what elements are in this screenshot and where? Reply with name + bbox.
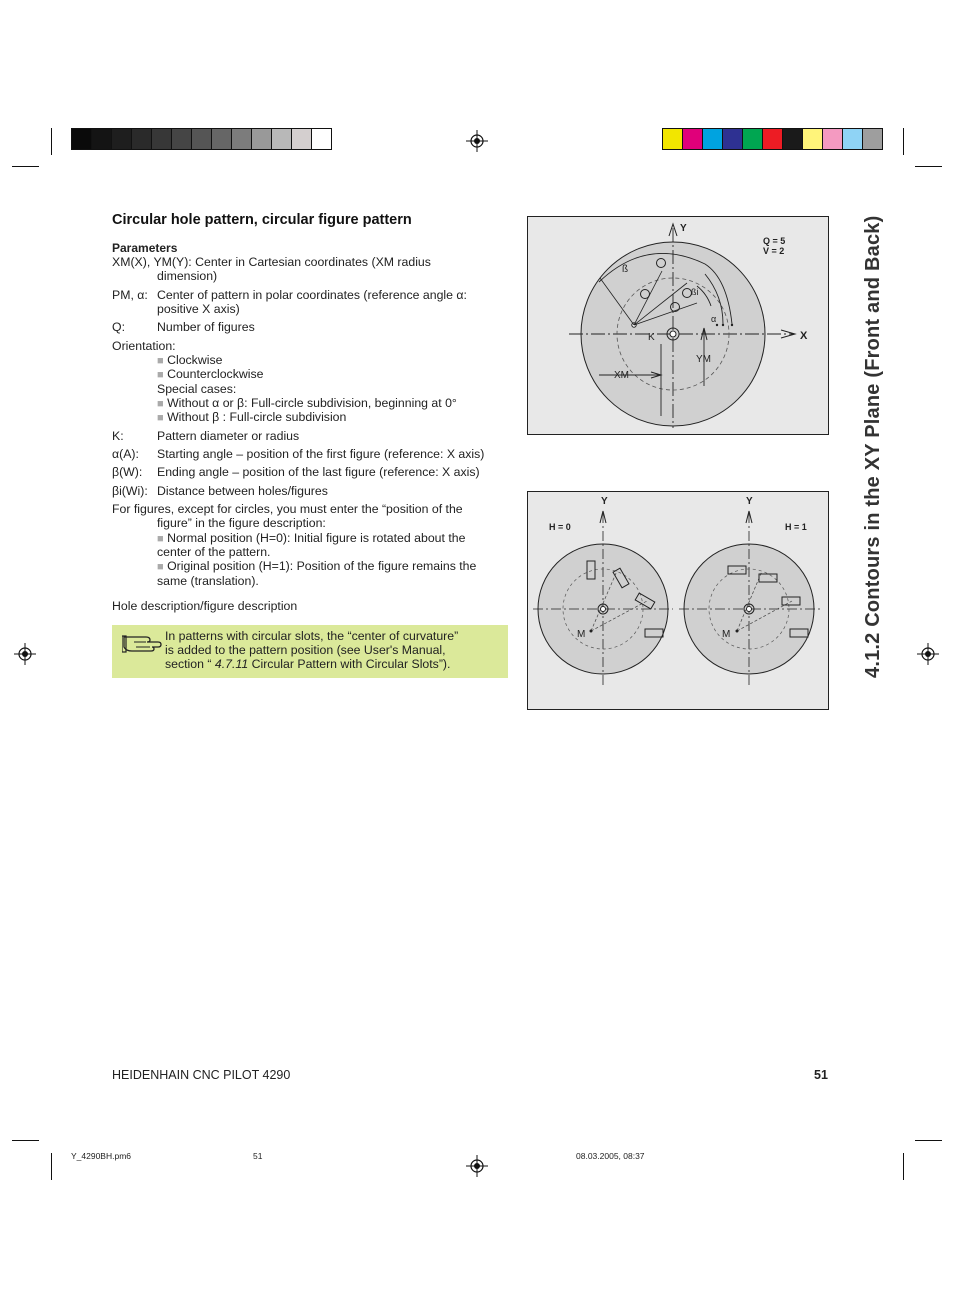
h0-label: H = 0 (549, 522, 571, 532)
y-axis-label: Y (746, 496, 753, 507)
footer-product: HEIDENHAIN CNC PILOT 4290 (112, 1068, 291, 1082)
param-label: Q: (112, 320, 125, 334)
orientation-counterclockwise (112, 367, 263, 382)
param-beta (112, 465, 480, 479)
color-swatch (683, 129, 703, 149)
param-pm (112, 288, 467, 302)
figures-line-1: For figures, except for circles, you must enter the “position of the (112, 502, 463, 516)
m-label: M (577, 629, 586, 640)
color-swatch (763, 129, 783, 149)
note-line: In patterns with circular slots, the “center of curvature” (165, 629, 459, 643)
special-without-alpha-beta (112, 396, 457, 411)
original-position-line-2: same (translation). (157, 574, 259, 588)
bullet-text: Without β : Full-circle subdivision (167, 410, 347, 424)
side-section-title: 4.1.2 Contours in the XY Plane (Front and Back) (862, 215, 884, 678)
note-line-pre: section “ (165, 657, 215, 671)
hole-description-line: Hole description/figure description (112, 599, 298, 613)
bullet-icon: ■ (157, 533, 164, 545)
page-number: 51 (814, 1068, 828, 1082)
bullet-text: Counterclockwise (167, 367, 264, 381)
color-calibration-bar (662, 128, 883, 150)
color-swatch (292, 129, 312, 149)
v-label: V = 2 (763, 246, 785, 256)
color-swatch (212, 129, 232, 149)
color-swatch (192, 129, 212, 149)
crop-mark (915, 1140, 942, 1141)
registration-mark-icon (917, 643, 939, 665)
crop-mark (915, 166, 942, 167)
param-xm-cont: dimension) (157, 269, 218, 283)
param-pm-cont: positive X axis) (157, 302, 240, 316)
figure-position-comparison (527, 491, 829, 710)
param-beta-i (112, 484, 328, 498)
color-swatch (272, 129, 292, 149)
color-swatch (312, 129, 331, 149)
note-box (112, 625, 508, 678)
color-swatch (172, 129, 192, 149)
param-label: XM(X), YM(Y): (112, 255, 192, 269)
slug-page: 51 (253, 1151, 263, 1161)
bullet-text: Clockwise (167, 353, 223, 367)
y-axis-label: Y (601, 496, 608, 507)
color-swatch (783, 129, 803, 149)
color-swatch (803, 129, 823, 149)
xm-label: XM (614, 370, 629, 381)
param-label: K: (112, 429, 124, 443)
param-label: βi(Wi): (112, 484, 148, 498)
figures-line-2: figure” in the figure description: (157, 516, 326, 530)
note-text (165, 629, 495, 671)
param-text: Center in Cartesian coordinates (XM radius (195, 255, 431, 269)
beta-i-label: ßi (691, 287, 699, 297)
param-text: Starting angle – position of the first figure (reference: X axis) (157, 447, 485, 461)
orientation-label: Orientation: (112, 339, 176, 353)
registration-mark-icon (14, 643, 36, 665)
gray-calibration-bar (71, 128, 332, 150)
crop-mark (903, 1153, 904, 1180)
special-without-beta (112, 410, 346, 425)
note-line-post: Circular Pattern with Circular Slots”). (248, 657, 451, 671)
x-axis-label: X (800, 330, 808, 342)
ym-label: YM (696, 354, 711, 365)
color-swatch (112, 129, 132, 149)
bullet-icon: ■ (157, 369, 164, 381)
color-swatch (703, 129, 723, 149)
color-swatch (743, 129, 763, 149)
param-text: Distance between holes/figures (157, 484, 328, 498)
k-label: K (648, 332, 655, 343)
original-position-line-1 (112, 559, 476, 574)
color-swatch (843, 129, 863, 149)
note-line (165, 657, 495, 671)
bullet-icon: ■ (157, 398, 164, 410)
color-swatch (863, 129, 882, 149)
param-text: Center of pattern in polar coordinates (reference angle α: (157, 288, 467, 302)
param-label: PM, α: (112, 288, 148, 302)
orientation-clockwise (112, 353, 222, 368)
param-alpha (112, 447, 484, 461)
note-section-ref: 4.7.11 (214, 657, 249, 671)
param-k (112, 429, 299, 443)
color-swatch (232, 129, 252, 149)
color-swatch (152, 129, 172, 149)
bullet-icon: ■ (157, 355, 164, 367)
note-line: is added to the pattern position (see User's Manual, (165, 643, 446, 657)
crop-mark (51, 128, 52, 155)
alpha-label: α (711, 314, 717, 324)
color-swatch (72, 129, 92, 149)
normal-position-line-2: center of the pattern. (157, 545, 271, 559)
registration-mark-icon (466, 1155, 488, 1177)
parameters-title: Parameters (112, 241, 178, 255)
circular-pattern-figure (527, 216, 829, 435)
special-cases-label: Special cases: (157, 382, 237, 396)
color-swatch (823, 129, 843, 149)
normal-position-line-1 (112, 531, 465, 546)
color-swatch (252, 129, 272, 149)
param-text: Pattern diameter or radius (157, 429, 300, 443)
param-xm (112, 255, 431, 269)
bullet-text: Original position (H=1): Position of the figure remains the (167, 559, 477, 573)
m-label: M (722, 629, 731, 640)
registration-mark-icon (466, 130, 488, 152)
crop-mark (12, 1140, 39, 1141)
param-label: β(W): (112, 465, 143, 479)
color-swatch (132, 129, 152, 149)
crop-mark (51, 1153, 52, 1180)
section-heading: Circular hole pattern, circular figure pattern (112, 212, 412, 228)
beta-label: ß (622, 264, 629, 275)
crop-mark (903, 128, 904, 155)
color-swatch (723, 129, 743, 149)
q-label: Q = 5 (763, 236, 786, 246)
pointing-hand-icon (122, 631, 162, 653)
param-text: Ending angle – position of the last figure (reference: X axis) (157, 465, 480, 479)
param-q (112, 320, 255, 334)
param-text: Number of figures (157, 320, 255, 334)
param-label: α(A): (112, 447, 139, 461)
h1-label: H = 1 (785, 522, 807, 532)
y-axis-label: Y (680, 223, 687, 234)
bullet-icon: ■ (157, 561, 164, 573)
crop-mark (12, 166, 39, 167)
slug-date: 08.03.2005, 08:37 (576, 1151, 645, 1161)
color-swatch (663, 129, 683, 149)
color-swatch (92, 129, 112, 149)
bullet-text: Without α or β: Full-circle subdivision, beginning at 0° (167, 396, 457, 410)
bullet-icon: ■ (157, 412, 164, 424)
bullet-text: Normal position (H=0): Initial figure is rotated about the (167, 531, 466, 545)
slug-file: Y_4290BH.pm6 (71, 1151, 132, 1161)
